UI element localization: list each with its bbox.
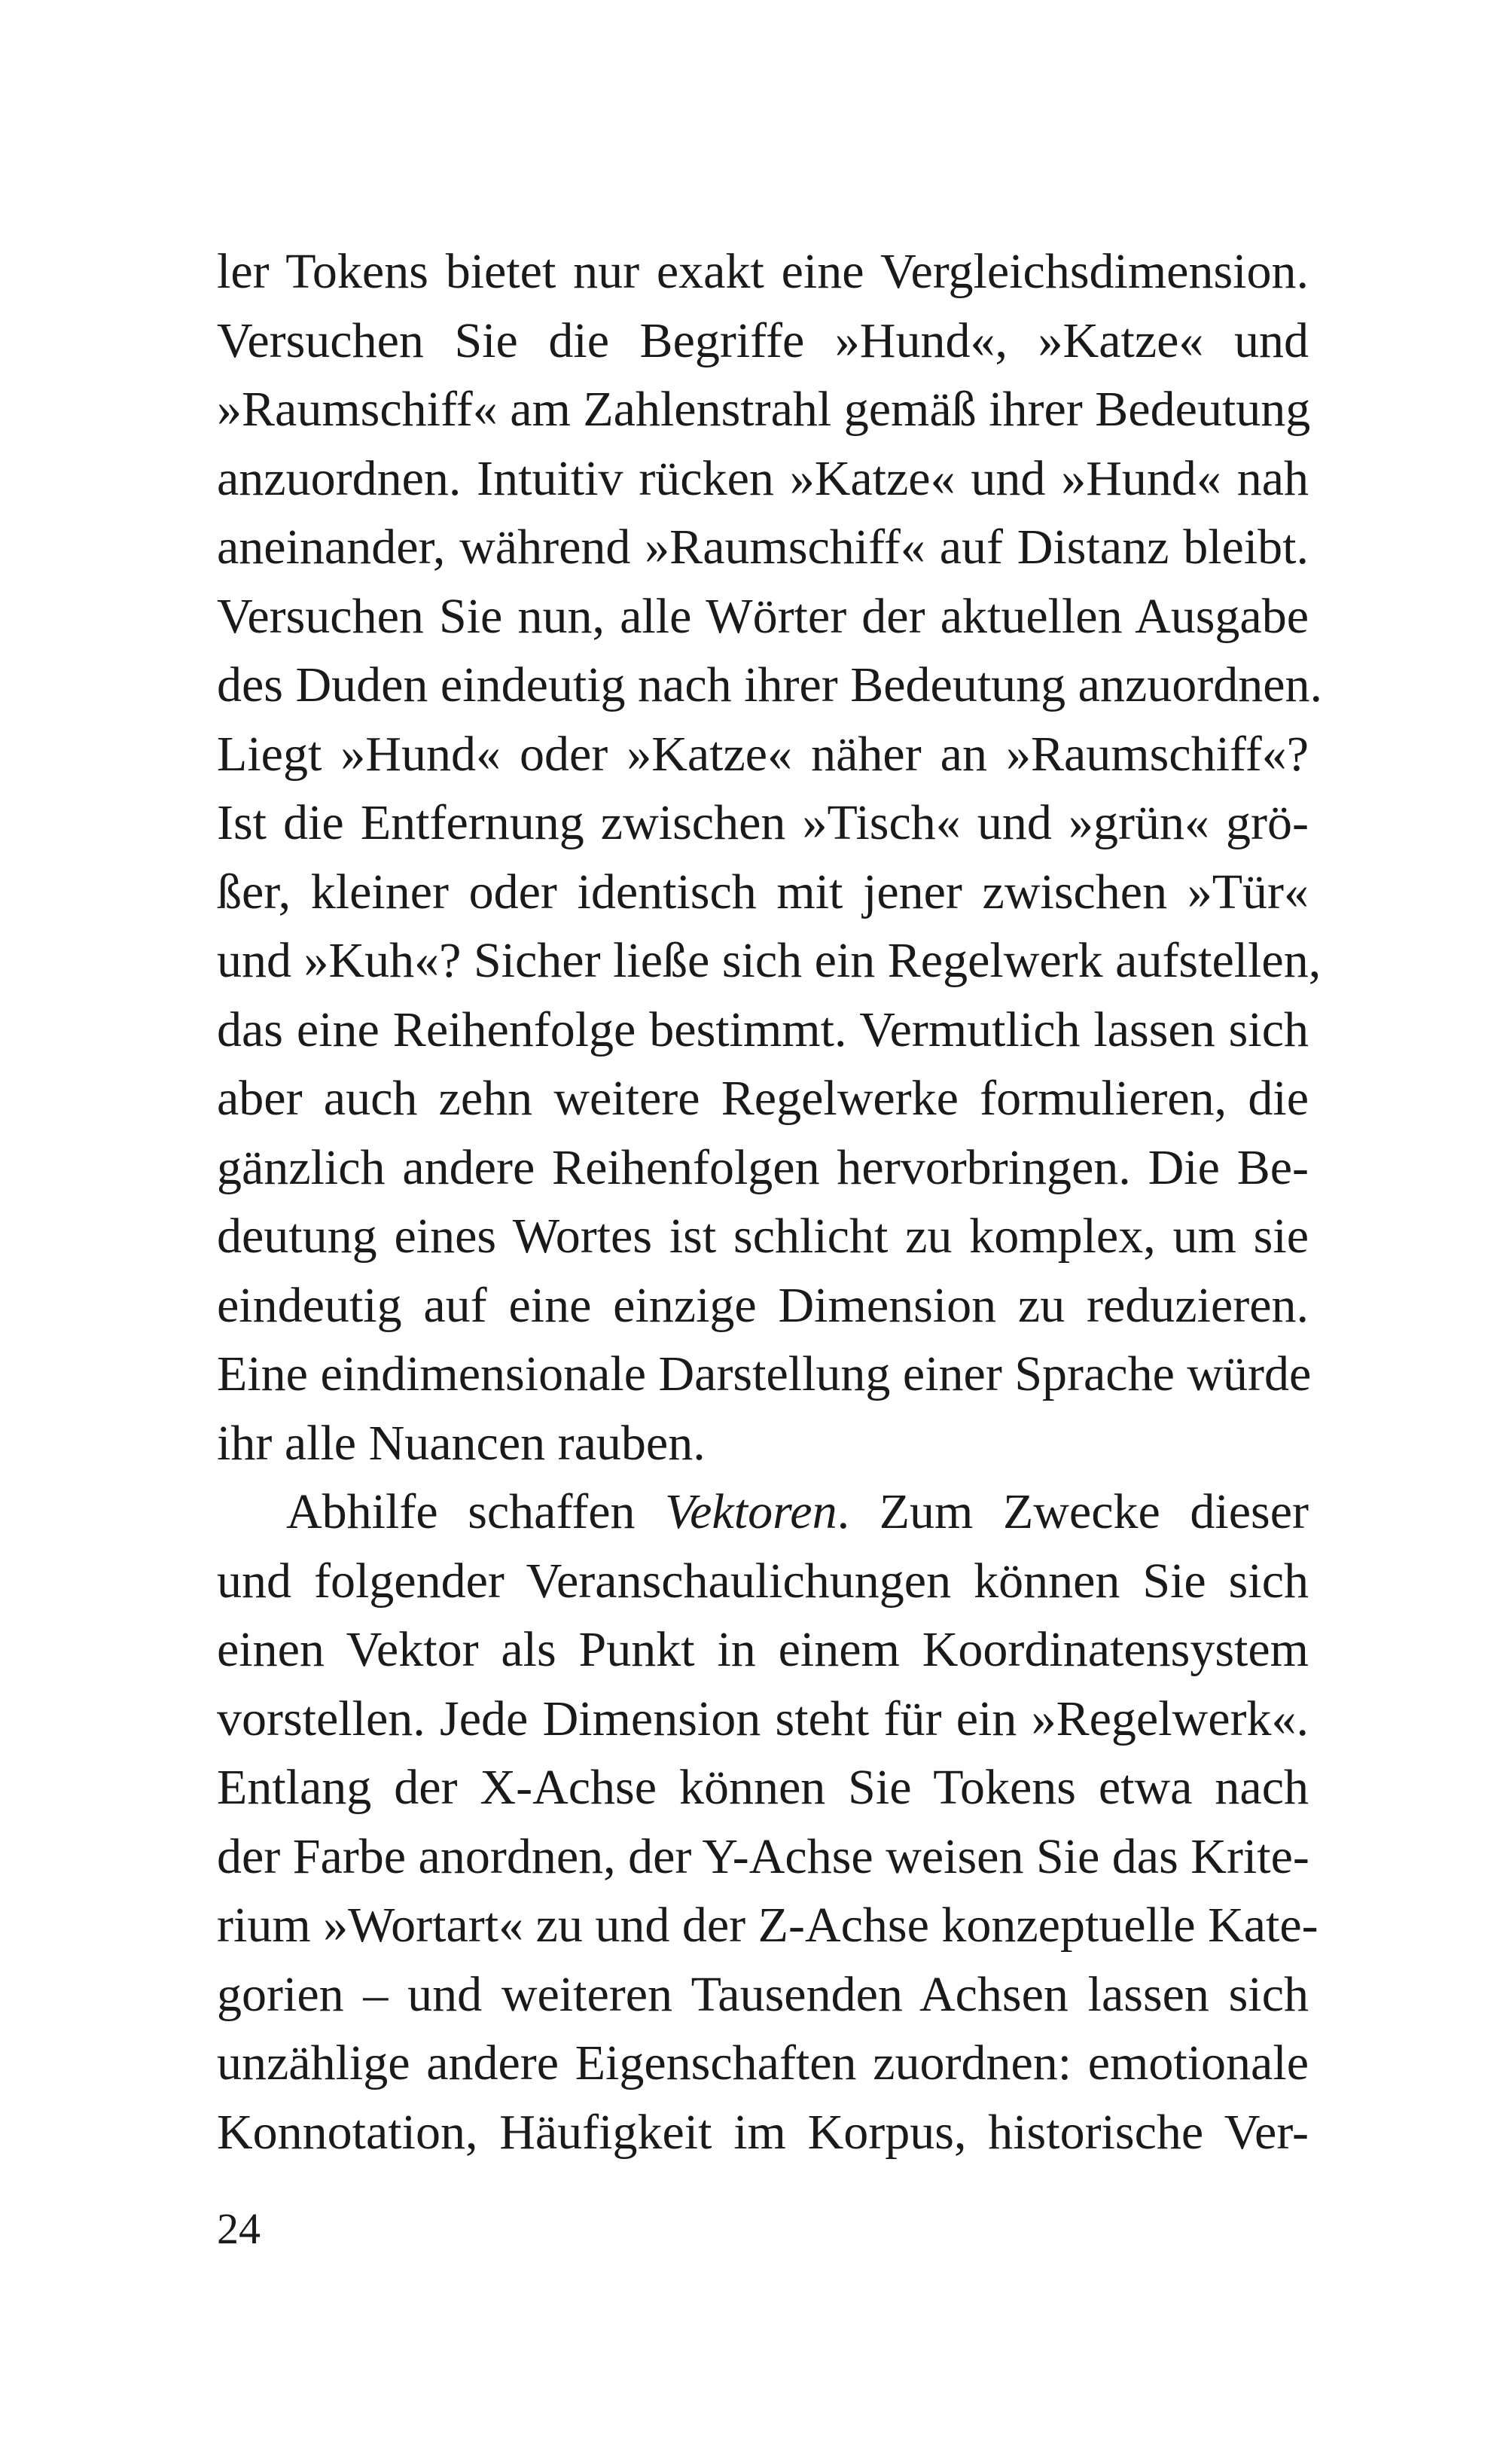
text-line: unzählige andere Eigenschaften zuordnen: emotionale	[217, 2036, 1309, 2090]
text-line: und »Kuh«? Sicher ließe sich ein Regelwerk aufstellen,	[217, 933, 1322, 988]
text-line: deutung eines Wortes ist schlicht zu komplex, um sie	[217, 1209, 1309, 1264]
text-segment: Abhilfe schaffen	[286, 1484, 666, 1539]
text-line: ßer, kleiner oder identisch mit jener zwischen »Tür«	[217, 864, 1309, 919]
text-line: Entlang der X-Achse können Sie Tokens etwa nach	[217, 1760, 1309, 1815]
text-line: und folgender Veranschaulichungen können Sie sich	[217, 1553, 1309, 1609]
emphasis-term: Vektoren	[665, 1484, 837, 1539]
text-line: »Raumschiff« am Zahlenstrahl gemäß ihrer Bedeutung	[217, 382, 1311, 437]
page-number: 24	[217, 2204, 261, 2253]
text-line: rium »Wortart« zu und der Z-Achse konzeptuelle Kate-	[217, 1898, 1319, 1953]
paragraph-first-line	[217, 1477, 1309, 1547]
text-line: ihr alle Nuancen rauben.	[217, 1415, 706, 1471]
text-line: einen Vektor als Punkt in einem Koordinatensystem	[217, 1622, 1309, 1677]
text-line: der Farbe anordnen, der Y-Achse weisen Sie das Krite-	[217, 1828, 1309, 1884]
text-line: des Duden eindeutig nach ihrer Bedeutung anzuordnen.	[217, 657, 1323, 712]
text-line: eindeutig auf eine einzige Dimension zu reduzieren.	[217, 1277, 1309, 1333]
text-line: gänzlich andere Reihenfolgen hervorbringen. Die Be-	[217, 1139, 1309, 1195]
text-line: aneinander, während »Raumschiff« auf Distanz bleibt.	[217, 520, 1309, 575]
text-line: vorstellen. Jede Dimension steht für ein »Regelwerk«.	[217, 1691, 1309, 1746]
text-line: Eine eindimensionale Darstellung einer Sprache würde	[217, 1346, 1312, 1401]
text-segment: . Zum Zwecke dieser	[837, 1484, 1309, 1539]
text-line: aber auch zehn weitere Regelwerke formulieren, die	[217, 1071, 1309, 1126]
text-line: ler Tokens bietet nur exakt eine Vergleichsdimension.	[217, 244, 1309, 299]
text-line: Ist die Entfernung zwischen »Tisch« und »grün« grö-	[217, 795, 1309, 850]
text-line: Liegt »Hund« oder »Katze« näher an »Raumschiff«?	[217, 726, 1309, 782]
text-line: Konnotation, Häufigkeit im Korpus, historische Ver-	[217, 2104, 1309, 2160]
text-line: anzuordnen. Intuitiv rücken »Katze« und »Hund« nah	[217, 450, 1309, 506]
body-text	[217, 237, 1323, 2167]
text-line: das eine Reihenfolge bestimmt. Vermutlich lassen sich	[217, 1002, 1309, 1057]
text-line: Versuchen Sie die Begriffe »Hund«, »Katze« und	[217, 313, 1309, 368]
text-line: Versuchen Sie nun, alle Wörter der aktuellen Ausgabe	[217, 588, 1309, 644]
text-line: gorien – und weiteren Tausenden Achsen lassen sich	[217, 1966, 1309, 2022]
